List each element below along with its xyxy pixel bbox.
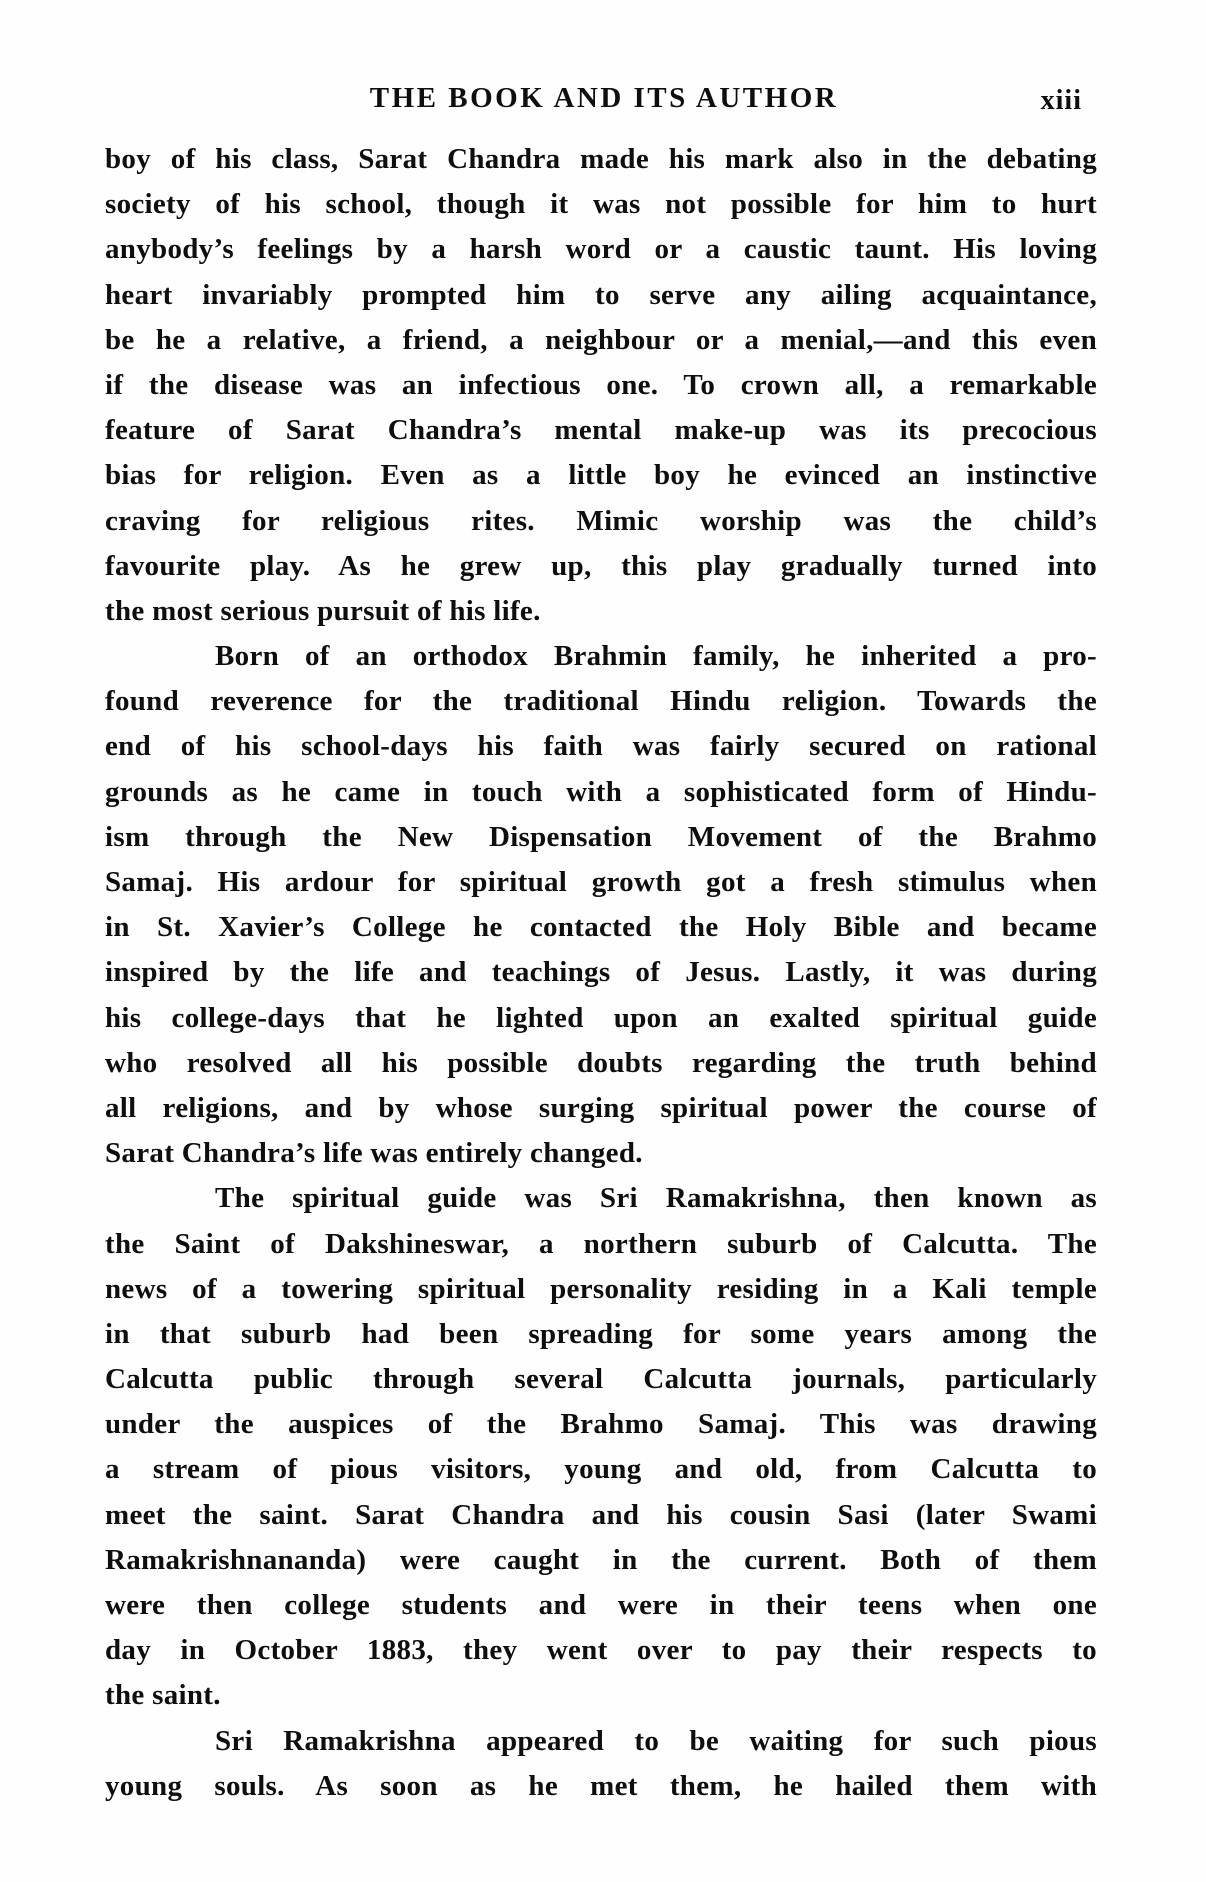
text-line: were then college students and were in their teens when one <box>105 1589 1097 1621</box>
paragraph <box>105 634 1097 1176</box>
text-line: Sarat Chandra’s life was entirely changed. <box>105 1137 643 1170</box>
page-header <box>108 82 1100 118</box>
text-line: anybody’s feelings by a harsh word or a caustic taunt. His loving <box>105 233 1097 266</box>
text-line: his college-days that he lighted upon an exalted spiritual guide <box>105 1001 1097 1034</box>
page-number: xiii <box>1040 85 1082 116</box>
text-line: favourite play. As he grew up, this play gradually turned into <box>105 549 1097 582</box>
text-line: Born of an orthodox Brahmin family, he inherited a pro- <box>215 640 1097 673</box>
body-text <box>105 137 1097 1809</box>
text-line: under the auspices of the Brahmo Samaj. This was drawing <box>105 1408 1097 1441</box>
text-line: feature of Sarat Chandra’s mental make-up was its precocious <box>105 414 1097 447</box>
text-line: bias for religion. Even as a little boy he evinced an instinctive <box>105 459 1097 492</box>
text-line: Sri Ramakrishna appeared to be waiting for such pious <box>215 1724 1097 1757</box>
text-line: the Saint of Dakshineswar, a northern suburb of Calcutta. The <box>105 1227 1097 1260</box>
text-line: found reverence for the traditional Hindu religion. Towards the <box>105 685 1097 718</box>
text-line: the most serious pursuit of his life. <box>105 594 541 627</box>
text-line: end of his school-days his faith was fairly secured on rational <box>105 730 1097 763</box>
running-title: THE BOOK AND ITS AUTHOR <box>369 82 839 114</box>
text-line: day in October 1883, they went over to pay their respects to <box>105 1634 1097 1667</box>
text-line: Calcutta public through several Calcutta journals, particularly <box>105 1363 1097 1396</box>
paragraph <box>105 1719 1097 1809</box>
text-line: in that suburb had been spreading for some years among the <box>105 1317 1097 1350</box>
text-line: craving for religious rites. Mimic worship was the child’s <box>105 504 1097 537</box>
paragraph <box>105 1176 1097 1718</box>
paragraph <box>105 137 1097 634</box>
text-line: all religions, and by whose surging spiritual power the course of <box>105 1091 1097 1124</box>
text-line: heart invariably prompted him to serve any ailing acquaintance, <box>105 278 1097 311</box>
text-line: ism through the New Dispensation Movement of the Brahmo <box>105 820 1097 853</box>
text-line: if the disease was an infectious one. To crown all, a remarkable <box>105 368 1097 401</box>
text-line: inspired by the life and teachings of Jesus. Lastly, it was during <box>105 956 1097 989</box>
text-line: Ramakrishnananda) were caught in the current. Both of them <box>105 1543 1097 1576</box>
text-line: be he a relative, a friend, a neighbour or a menial,—and this even <box>105 323 1097 356</box>
text-line: boy of his class, Sarat Chandra made his mark also in the debating <box>105 143 1097 175</box>
text-line: the saint. <box>105 1679 221 1712</box>
text-line: The spiritual guide was Sri Ramakrishna, then known as <box>215 1182 1097 1215</box>
text-line: young souls. As soon as he met them, he hailed them with <box>105 1769 1097 1802</box>
text-line: society of his school, though it was not possible for him to hurt <box>105 188 1097 221</box>
text-line: who resolved all his possible doubts regarding the truth behind <box>105 1046 1097 1079</box>
text-line: a stream of pious visitors, young and old, from Calcutta to <box>105 1453 1097 1486</box>
text-line: Samaj. His ardour for spiritual growth got a fresh stimulus when <box>105 866 1097 898</box>
text-line: news of a towering spiritual personality residing in a Kali temple <box>105 1272 1097 1305</box>
text-line: grounds as he came in touch with a sophisticated form of Hindu- <box>105 775 1097 808</box>
text-line: meet the saint. Sarat Chandra and his cousin Sasi (later Swami <box>105 1498 1097 1531</box>
text-line: in St. Xavier’s College he contacted the Holy Bible and became <box>105 911 1097 944</box>
